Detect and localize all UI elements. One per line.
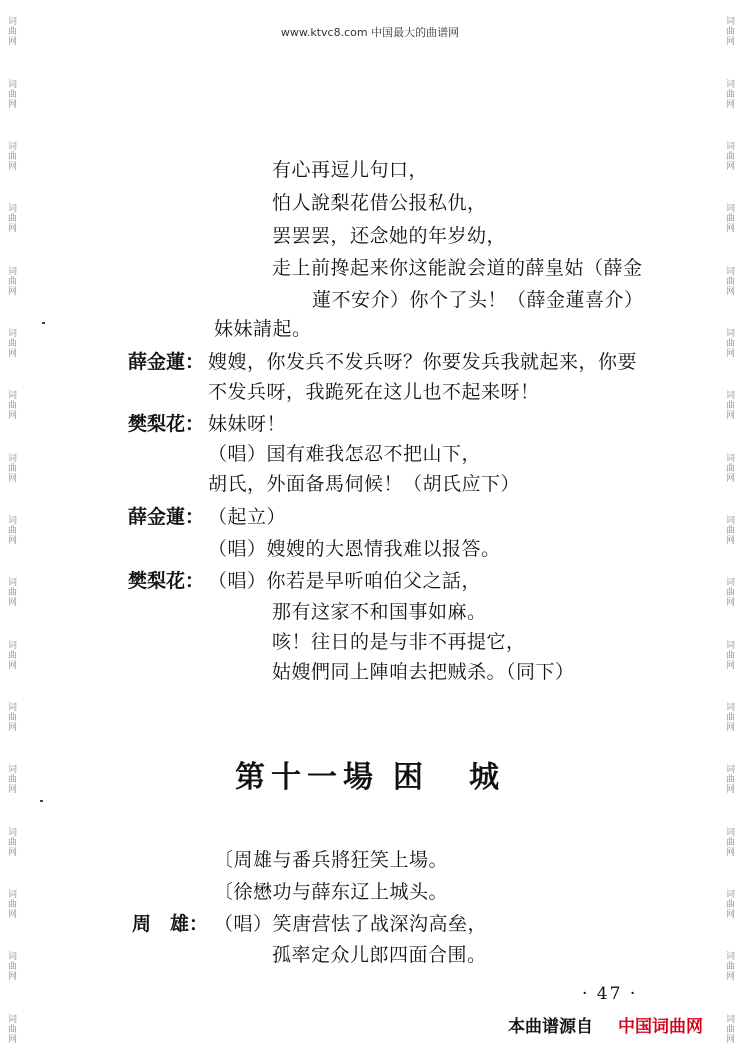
sung-line: 姑嫂們同上陣咱去把贼杀。（同下） (272, 661, 575, 683)
watermark-text: 词曲网 (6, 390, 16, 421)
sung-line: （唱）笑唐营怯了战深沟高垒， (214, 913, 488, 935)
scene-title-number: 第十一場 (235, 760, 379, 795)
watermark-text: 词曲网 (6, 888, 16, 919)
speaker-label: 樊梨花： (128, 413, 205, 435)
page-number: · 47 · (582, 984, 638, 1004)
verse-line: 走上前搀起来你这能說会道的薛皇姑（薛金 (272, 257, 643, 279)
scene-title-word: 城 (469, 760, 505, 795)
speaker-label: 薛金蓮： (128, 351, 205, 373)
watermark-text: 词曲网 (724, 140, 734, 171)
stage-note-line: （起立） (208, 506, 287, 528)
verse-line: 怕人說梨花借公报私仇， (272, 192, 487, 214)
speaker-label: 樊梨花： (128, 570, 205, 592)
watermark-text: 词曲网 (724, 265, 734, 296)
watermark-text: 词曲网 (724, 826, 734, 857)
sung-line: 孤率定众儿郎四面合围。 (272, 944, 487, 966)
watermark-text: 词曲网 (724, 639, 734, 670)
stage-note-line: 蓮不安介）你个了头！（薛金蓮喜介） (312, 289, 644, 311)
scan-speck (40, 800, 43, 802)
watermark-text: 词曲网 (6, 1013, 16, 1044)
watermark-text: 词曲网 (6, 452, 16, 483)
watermark-text: 词曲网 (6, 826, 16, 857)
speaker-label: 薛金蓮： (128, 506, 205, 528)
dialogue-line: 胡氏，外面备馬伺候！（胡氏应下） (208, 473, 521, 495)
watermark-text: 词曲网 (6, 16, 16, 47)
scene-title (0, 752, 740, 796)
watermark-text: 词曲网 (724, 203, 734, 234)
watermark-text: 词曲网 (6, 265, 16, 296)
watermark-text: 词曲网 (724, 1013, 734, 1044)
watermark-text: 词曲网 (6, 951, 16, 982)
watermark-text: 词曲网 (724, 764, 734, 795)
watermark-text: 词曲网 (6, 764, 16, 795)
watermark-text: 词曲网 (6, 701, 16, 732)
scene-title-word: 困 (393, 760, 429, 795)
watermark-text: 词曲网 (6, 203, 16, 234)
scan-speck (42, 322, 45, 324)
sung-line: （唱）你若是早听咱伯父之話， (208, 570, 482, 592)
watermark-text: 词曲网 (6, 639, 16, 670)
stage-direction: 〔周雄与番兵將狂笑上場。 (214, 849, 449, 871)
sung-line: 咳！往日的是与非不再提它， (272, 631, 526, 653)
watermark-text: 词曲网 (724, 577, 734, 608)
site-header[interactable]: www.ktvc8.com 中国最大的曲谱网 (280, 26, 460, 39)
dialogue-line: 妹妹請起。 (214, 318, 312, 340)
left-watermark-strip (2, 0, 20, 1060)
watermark-text: 词曲网 (724, 514, 734, 545)
watermark-text: 词曲网 (724, 701, 734, 732)
watermark-text: 词曲网 (724, 452, 734, 483)
footer-site-link[interactable]: 中国词曲网 (618, 1017, 703, 1037)
dialogue-line: 嫂嫂，你发兵不发兵呀？你要发兵我就起来，你要 (208, 351, 638, 373)
right-watermark-strip (720, 0, 738, 1060)
watermark-text: 词曲网 (6, 78, 16, 109)
footer-source-text: 本曲谱源自 (508, 1017, 593, 1037)
speaker-label: 周 雄： (132, 913, 209, 935)
stage-direction: 〔徐懋功与薛东辽上城头。 (214, 881, 449, 903)
watermark-text: 词曲网 (6, 514, 16, 545)
watermark-text: 词曲网 (724, 78, 734, 109)
watermark-text: 词曲网 (6, 327, 16, 358)
watermark-text: 词曲网 (6, 577, 16, 608)
verse-line: 有心再逗儿句口， (272, 159, 429, 181)
watermark-text: 词曲网 (724, 951, 734, 982)
sung-line: 那有这家不和国事如麻。 (272, 601, 487, 623)
watermark-text: 词曲网 (724, 888, 734, 919)
watermark-text: 词曲网 (6, 140, 16, 171)
verse-line: 罢罢罢，还念她的年岁幼， (272, 225, 507, 247)
watermark-text: 词曲网 (724, 16, 734, 47)
watermark-text: 词曲网 (724, 390, 734, 421)
sung-line: （唱）国有难我怎忍不把山下， (208, 443, 482, 465)
watermark-text: 词曲网 (724, 327, 734, 358)
sung-line: （唱）嫂嫂的大恩情我难以报答。 (208, 538, 501, 560)
dialogue-line: 妹妹呀！ (208, 413, 287, 435)
dialogue-line: 不发兵呀，我跪死在这儿也不起来呀！ (208, 381, 540, 403)
